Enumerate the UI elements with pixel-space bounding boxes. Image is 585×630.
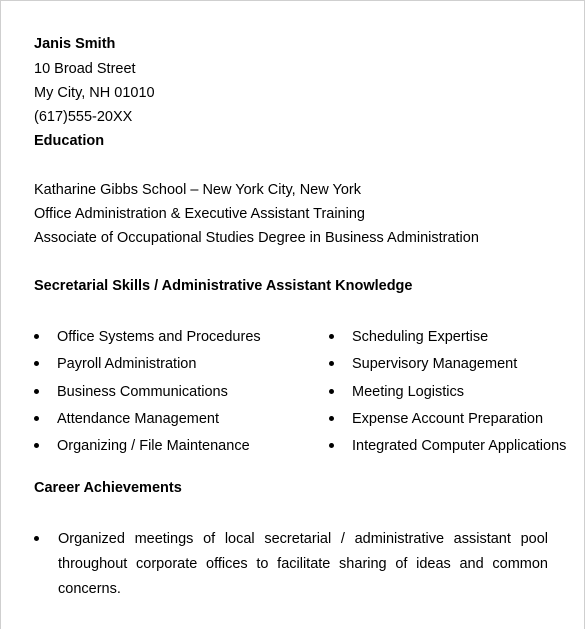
skill-label: Organizing / File Maintenance xyxy=(57,438,250,455)
education-degree: Associate of Occupational Studies Degree in Business Administration xyxy=(34,230,479,246)
address-city: My City, NH 01010 xyxy=(34,85,155,101)
list-item xyxy=(329,437,579,464)
skill-label: Supervisory Management xyxy=(352,356,518,373)
list-item xyxy=(34,437,304,464)
skill-label: Office Systems and Procedures xyxy=(57,329,261,345)
bullet-icon xyxy=(34,416,39,421)
education-training: Office Administration & Executive Assistant Training xyxy=(34,206,365,222)
bullet-icon xyxy=(329,443,334,448)
list-item xyxy=(34,383,304,410)
list-item xyxy=(34,328,304,355)
list-item xyxy=(329,383,579,410)
bullet-icon xyxy=(329,389,334,394)
achievement-item xyxy=(34,527,548,602)
achievements-heading: Career Achievements xyxy=(34,480,182,496)
skill-label: Business Communications xyxy=(57,383,228,400)
bullet-icon xyxy=(329,361,334,366)
bullet-icon xyxy=(34,443,39,448)
list-item xyxy=(329,328,579,355)
education-school: Katharine Gibbs School – New York City, New York xyxy=(34,182,361,198)
candidate-name: Janis Smith xyxy=(34,36,116,52)
bullet-icon xyxy=(34,389,39,394)
bullet-icon xyxy=(34,361,39,366)
skill-label: Payroll Administration xyxy=(57,356,197,373)
achievement-text: Organized meetings of local secretarial / administrative assistant pool throughout corporate offices to facilitate sharing of ideas and common concerns. xyxy=(58,531,548,597)
bullet-icon xyxy=(34,536,39,541)
bullet-icon xyxy=(329,334,334,339)
skill-label: Integrated Computer Applications xyxy=(352,438,567,455)
education-heading: Education xyxy=(34,133,105,149)
bullet-icon xyxy=(329,416,334,421)
list-item xyxy=(329,410,579,437)
skills-list-right xyxy=(329,328,579,464)
list-item xyxy=(329,355,579,382)
skills-heading: Secretarial Skills / Administrative Assistant Knowledge xyxy=(34,278,413,294)
phone-number: (617)555-20XX xyxy=(34,109,133,125)
bullet-icon xyxy=(34,334,39,339)
skills-list-left xyxy=(34,328,304,464)
skill-label: Meeting Logistics xyxy=(352,383,465,400)
skill-label: Expense Account Preparation xyxy=(352,410,544,427)
skill-label: Attendance Management xyxy=(57,410,220,427)
list-item xyxy=(34,355,304,382)
list-item xyxy=(34,410,304,437)
address-street: 10 Broad Street xyxy=(34,61,136,77)
skill-label: Scheduling Expertise xyxy=(352,329,489,345)
